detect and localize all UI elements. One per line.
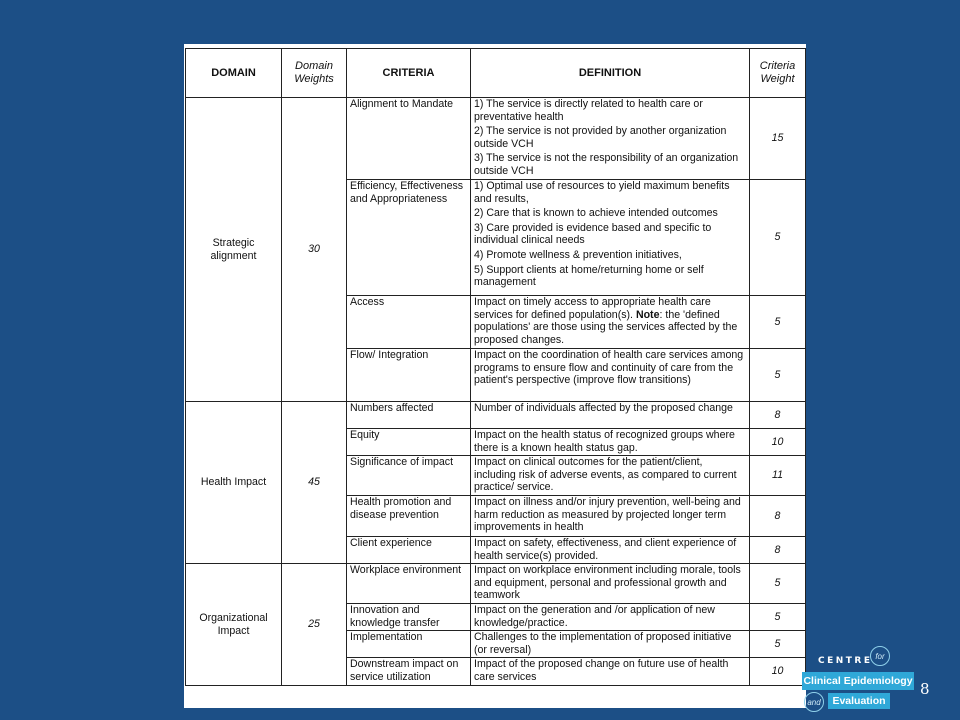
criteria-name: Flow/ Integration bbox=[347, 349, 471, 402]
criteria-definition: 1) Optimal use of resources to yield maximum benefits and results, 2) Care that is known to achieve intended outcomes 3) Care provided is evidence based and specific to individual clinical needs 4) Promote wellness & prevention initiatives, 5) Support clients at home/returning home or self management bbox=[471, 180, 750, 296]
criteria-definition: Impact on the generation and /or application of new knowledge/practice. bbox=[471, 604, 750, 631]
header-domain: DOMAIN bbox=[186, 49, 282, 98]
criteria-name: Implementation bbox=[347, 631, 471, 658]
criteria-weight: 8 bbox=[750, 402, 806, 429]
domain-name: Organizational Impact bbox=[186, 564, 282, 686]
page-number: 8 bbox=[920, 680, 930, 698]
table-row bbox=[186, 98, 806, 180]
criteria-name: Client experience bbox=[347, 537, 471, 564]
criteria-name: Downstream impact on service utilization bbox=[347, 658, 471, 686]
criteria-definition: Impact on workplace environment including morale, tools and equipment, personal and professional growth and teamwork bbox=[471, 564, 750, 604]
header-criteria: CRITERIA bbox=[347, 49, 471, 98]
table-row bbox=[186, 564, 806, 604]
domain-weight: 45 bbox=[282, 402, 347, 564]
criteria-definition: Impact on timely access to appropriate health care services for defined population(s). Note: the 'defined populations' are those using the services affected by the proposed changes. bbox=[471, 296, 750, 349]
criteria-name: Health promotion and disease prevention bbox=[347, 496, 471, 537]
criteria-definition: 1) The service is directly related to health care or preventative health 2) The service is not provided by another organization outside VCH 3) The service is not the responsibility of an organization outside VCH bbox=[471, 98, 750, 180]
criteria-weight: 10 bbox=[750, 658, 806, 686]
criteria-weight: 5 bbox=[750, 604, 806, 631]
criteria-name: Workplace environment bbox=[347, 564, 471, 604]
domain-weight: 25 bbox=[282, 564, 347, 686]
criteria-definition: Impact on clinical outcomes for the patient/client, including risk of adverse events, as compared to current practice/ service. bbox=[471, 456, 750, 496]
centre-logo bbox=[802, 646, 914, 712]
criteria-name: Equity bbox=[347, 429, 471, 456]
criteria-table bbox=[185, 48, 806, 686]
criteria-weight: 10 bbox=[750, 429, 806, 456]
document-page bbox=[184, 44, 806, 708]
logo-line1: Clinical Epidemiology bbox=[802, 672, 914, 690]
criteria-weight: 5 bbox=[750, 180, 806, 296]
criteria-weight: 8 bbox=[750, 537, 806, 564]
criteria-definition: Number of individuals affected by the proposed change bbox=[471, 402, 750, 429]
criteria-name: Significance of impact bbox=[347, 456, 471, 496]
criteria-weight: 5 bbox=[750, 296, 806, 349]
criteria-weight: 8 bbox=[750, 496, 806, 537]
logo-for-text: for bbox=[870, 646, 890, 666]
criteria-weight: 15 bbox=[750, 98, 806, 180]
table-header-row bbox=[186, 49, 806, 98]
criteria-name: Innovation and knowledge transfer bbox=[347, 604, 471, 631]
criteria-name: Access bbox=[347, 296, 471, 349]
logo-centre-text: CENTRE bbox=[818, 656, 873, 666]
table-row bbox=[186, 402, 806, 429]
criteria-definition: Impact on the health status of recognized groups where there is a known health status gap. bbox=[471, 429, 750, 456]
criteria-weight: 11 bbox=[750, 456, 806, 496]
criteria-definition: Impact on the coordination of health care services among programs to ensure flow and continuity of care from the patient's perspective (improve flow transitions) bbox=[471, 349, 750, 402]
domain-name: Strategic alignment bbox=[186, 98, 282, 402]
criteria-definition: Impact on safety, effectiveness, and client experience of health service(s) provided. bbox=[471, 537, 750, 564]
header-criteria-weight: Criteria Weight bbox=[750, 49, 806, 98]
criteria-weight: 5 bbox=[750, 631, 806, 658]
domain-weight: 30 bbox=[282, 98, 347, 402]
criteria-definition: Challenges to the implementation of proposed initiative (or reversal) bbox=[471, 631, 750, 658]
criteria-definition: Impact on illness and/or injury prevention, well-being and harm reduction as measured by projected longer term improvements in health bbox=[471, 496, 750, 537]
criteria-name: Alignment to Mandate bbox=[347, 98, 471, 180]
header-definition: DEFINITION bbox=[471, 49, 750, 98]
criteria-weight: 5 bbox=[750, 564, 806, 604]
criteria-definition: Impact of the proposed change on future use of health care services bbox=[471, 658, 750, 686]
criteria-weight: 5 bbox=[750, 349, 806, 402]
criteria-name: Numbers affected bbox=[347, 402, 471, 429]
logo-line2: Evaluation bbox=[828, 693, 890, 709]
logo-and-text: and bbox=[804, 692, 824, 712]
header-domain-weights: Domain Weights bbox=[282, 49, 347, 98]
criteria-name: Efficiency, Effectiveness and Appropriateness bbox=[347, 180, 471, 296]
domain-name: Health Impact bbox=[186, 402, 282, 564]
